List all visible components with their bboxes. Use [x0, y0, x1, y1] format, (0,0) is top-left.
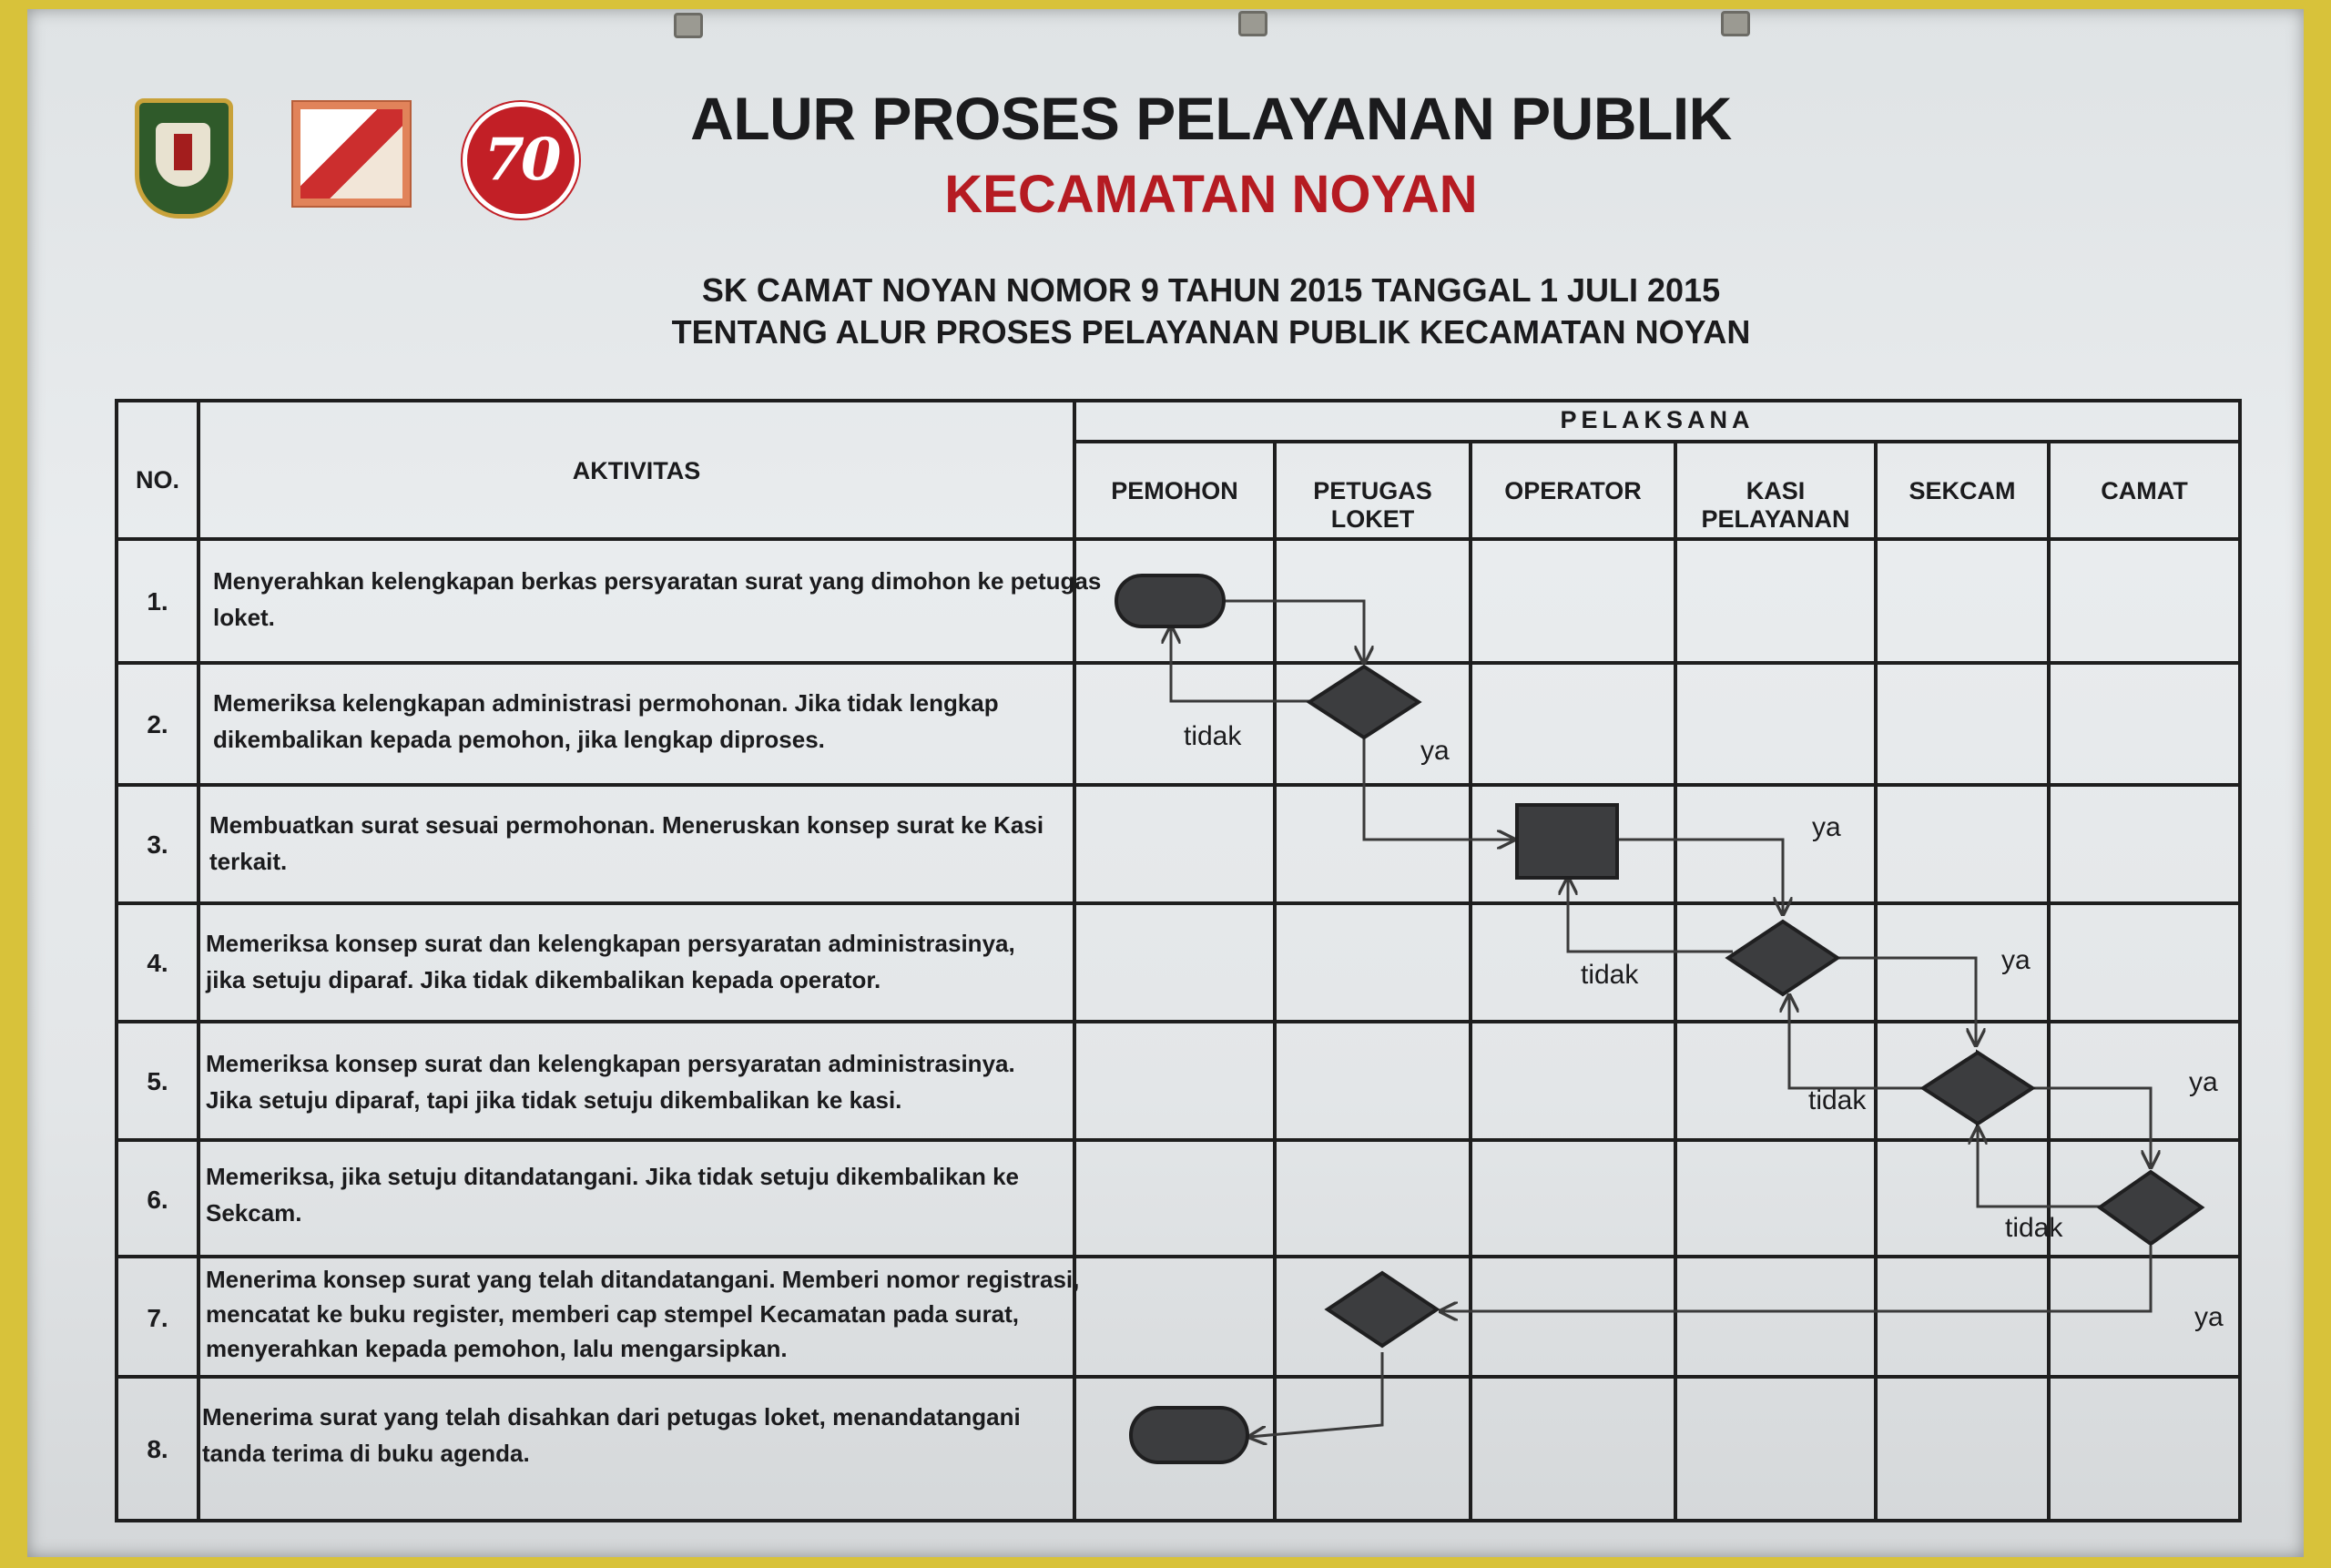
decision-kasi-shape	[1728, 921, 1837, 994]
activity-text: Memeriksa konsep surat dan kelengkapan persyaratan administrasinya, jika setuju diparaf. Jika tidak dikembalikan kepada operator.	[206, 930, 1015, 993]
process-operator-shape	[1517, 805, 1617, 878]
connector-4-tidak	[1568, 878, 1733, 952]
indonesia-merdeka-70-logo: 70	[463, 102, 579, 219]
activity-text: Membuatkan surat sesuai permohonan. Meneruskan konsep surat ke Kasi terkait.	[209, 811, 1044, 875]
executor-camat: CAMAT	[2101, 477, 2188, 504]
connector-7-to-8	[1249, 1352, 1382, 1437]
executor-operator: OPERATOR	[1504, 477, 1642, 504]
label-ya: ya	[1812, 812, 1841, 842]
label-ya: ya	[2001, 945, 2031, 975]
header-activity: AKTIVITAS	[572, 457, 701, 484]
decree-line-1: SK CAMAT NOYAN NOMOR 9 TAHUN 2015 TANGGAL 1 JULI 2015	[701, 271, 1721, 309]
header-pelaksana: PELAKSANA	[1560, 406, 1755, 433]
decision-camat-shape	[2100, 1172, 2202, 1244]
executor-kasi-pelayanan: KASI PELAYANAN	[1701, 477, 1850, 533]
flow-shapes	[1116, 575, 2202, 1462]
activity-text: Menerima konsep surat yang telah ditandatangani. Memberi nomor registrasi, mencatat ke buku register, memberi cap stempel Kecamatan pada surat, menyerahkan kepada pemohon, lalu mengarsipkan.	[206, 1266, 1080, 1362]
terminator-start-shape	[1116, 575, 1224, 626]
label-ya: ya	[2189, 1067, 2218, 1097]
activity-text: Memeriksa kelengkapan administrasi permohonan. Jika tidak lengkap dikembalikan kepada pemohon, jika lengkap diproses.	[213, 689, 999, 753]
connector-5-tidak	[1789, 995, 1926, 1088]
connector-1-to-2	[1225, 601, 1364, 663]
row-number: 8.	[147, 1435, 168, 1463]
label-ya: ya	[2194, 1302, 2224, 1332]
activity-text: Memeriksa, jika setuju ditandatangani. Jika tidak setuju dikembalikan ke Sekcam.	[206, 1163, 1019, 1227]
decision-petugas-loket-shape	[1309, 667, 1419, 738]
executor-sekcam: SEKCAM	[1909, 477, 2016, 504]
row-number: 2.	[147, 710, 168, 738]
connector-4-ya	[1833, 958, 1976, 1045]
decision-sekcam-shape	[1923, 1053, 2032, 1124]
row-number: 6.	[147, 1186, 168, 1214]
label-tidak: tidak	[2005, 1213, 2063, 1243]
decision-loket-register-shape	[1328, 1273, 1437, 1346]
activity-text: Menyerahkan kelengkapan berkas persyaratan surat yang dimohon ke petugas loket.	[213, 567, 1102, 631]
label-tidak: tidak	[1581, 960, 1639, 990]
row-number: 4.	[147, 949, 168, 977]
row-number: 7.	[147, 1304, 168, 1332]
flow-connectors	[1171, 601, 2151, 1437]
header-no: NO.	[135, 466, 179, 494]
label-tidak: tidak	[1808, 1085, 1867, 1115]
label-ya: ya	[1420, 736, 1450, 766]
terminator-end-shape	[1131, 1408, 1247, 1462]
page-subtitle: KECAMATAN NOYAN	[944, 165, 1478, 224]
page-title: ALUR PROSES PELAYANAN PUBLIK	[690, 85, 1732, 152]
row-number: 3.	[147, 830, 168, 859]
label-tidak: tidak	[1184, 721, 1242, 751]
row-number: 5.	[147, 1067, 168, 1095]
decree-line-2: TENTANG ALUR PROSES PELAYANAN PUBLIK KECAMATAN NOYAN	[671, 313, 1751, 351]
executor-pemohon: PEMOHON	[1111, 477, 1238, 504]
activity-text: Menerima surat yang telah disahkan dari petugas loket, menandatangani tanda terima di buku agenda.	[202, 1403, 1021, 1467]
activity-text: Memeriksa konsep surat dan kelengkapan persyaratan administrasinya. Jika setuju diparaf, tapi jika tidak setuju dikembalikan ke kasi.	[206, 1050, 1015, 1114]
row-number: 1.	[147, 587, 168, 616]
connector-5-ya	[2026, 1088, 2151, 1167]
executor-petugas-loket: PETUGAS LOKET	[1313, 477, 1432, 533]
